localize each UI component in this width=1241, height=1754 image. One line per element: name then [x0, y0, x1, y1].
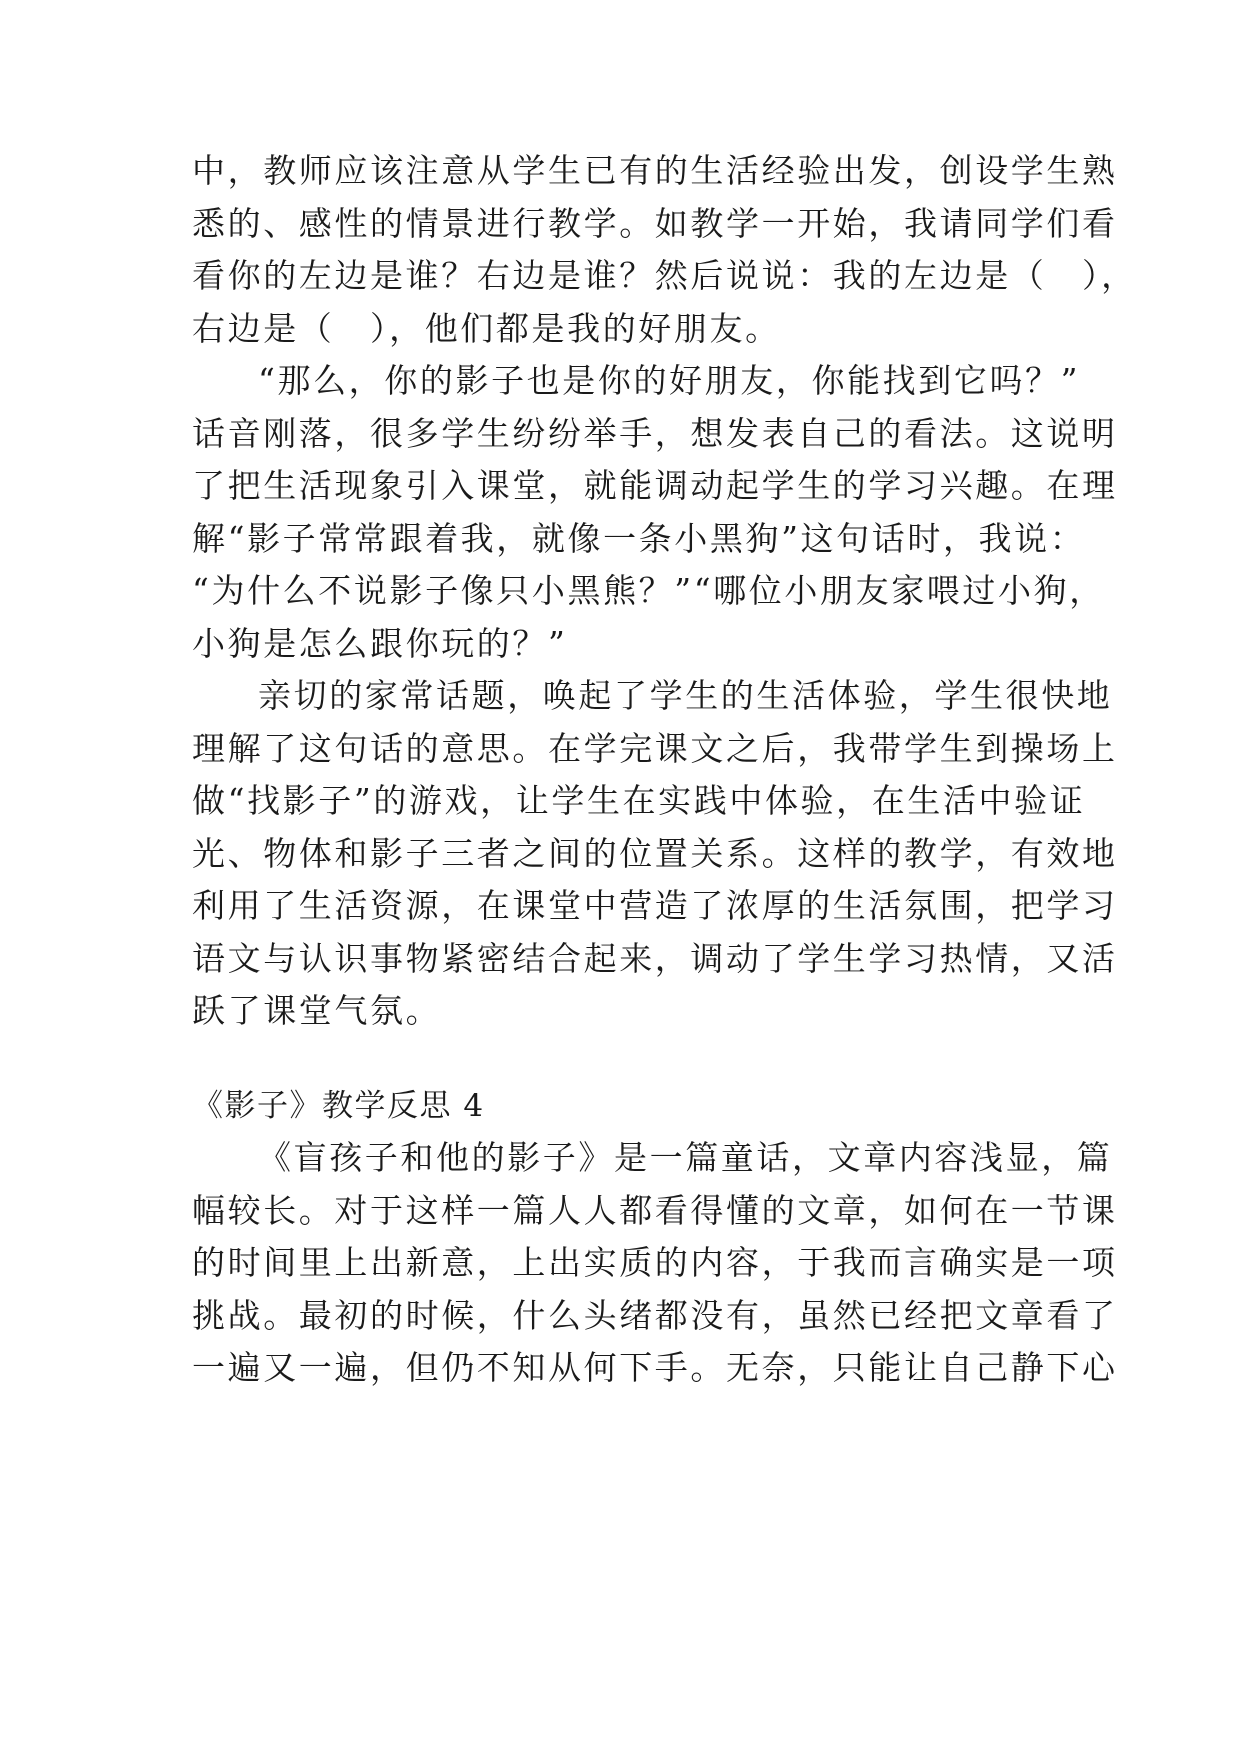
paragraph-line: 亲切的家常话题，唤起了学生的生活体验，学生很快地 — [258, 676, 1113, 715]
paragraph-line: 幅较长。对于这样一篇人人都看得懂的文章，如何在一节课 — [192, 1191, 1118, 1230]
paragraph-line: 的时间里上出新意，上出实质的内容，于我而言确实是一项 — [192, 1243, 1118, 1282]
paragraph-line: 跃了课堂气氛。 — [192, 991, 442, 1030]
paragraph-line: 右边是（ ），他们都是我的好朋友。 — [192, 309, 781, 348]
paragraph-line: 小狗是怎么跟你玩的？” — [192, 624, 568, 663]
paragraph-line: 做“找影子”的游戏，让学生在实践中体验，在生活中验证 — [192, 781, 1086, 820]
paragraph-line: 中，教师应该注意从学生已有的生活经验出发，创设学生熟 — [192, 151, 1118, 190]
paragraph-line: 挑战。最初的时候，什么头绪都没有，虽然已经把文章看了 — [192, 1296, 1118, 1335]
paragraph-line: 一遍又一遍，但仍不知从何下手。无奈，只能让自己静下心 — [192, 1348, 1118, 1387]
paragraph-line: 光、物体和影子三者之间的位置关系。这样的教学，有效地 — [192, 834, 1118, 873]
paragraph-line: 语文与认识事物紧密结合起来，调动了学生学习热情，又活 — [192, 939, 1118, 978]
paragraph-line: 解“影子常常跟着我，就像一条小黑狗”这句话时，我说： — [192, 519, 1086, 558]
paragraph-line: 理解了这句话的意思。在学完课文之后，我带学生到操场上 — [192, 729, 1118, 768]
paragraph-line: 《盲孩子和他的影子》是一篇童话，文章内容浅显，篇 — [258, 1138, 1113, 1177]
paragraph-line: 看你的左边是谁？右边是谁？然后说说：我的左边是（ ）， — [192, 256, 1137, 295]
paragraph-line: 了把生活现象引入课堂，就能调动起学生的学习兴趣。在理 — [192, 466, 1118, 505]
paragraph-line: “那么，你的影子也是你的好朋友，你能找到它吗？” — [258, 361, 1081, 400]
paragraph-line: “为什么不说影子像只小黑熊？”“哪位小朋友家喂过小狗， — [192, 571, 1105, 610]
paragraph-line: 利用了生活资源，在课堂中营造了浓厚的生活氛围，把学习 — [192, 886, 1118, 925]
paragraph-line: 话音刚落，很多学生纷纷举手，想发表自己的看法。这说明 — [192, 414, 1118, 453]
section-heading: 《影子》教学反思 4 — [192, 1088, 485, 1124]
paragraph-line: 悉的、感性的情景进行教学。如教学一开始，我请同学们看 — [192, 204, 1118, 243]
